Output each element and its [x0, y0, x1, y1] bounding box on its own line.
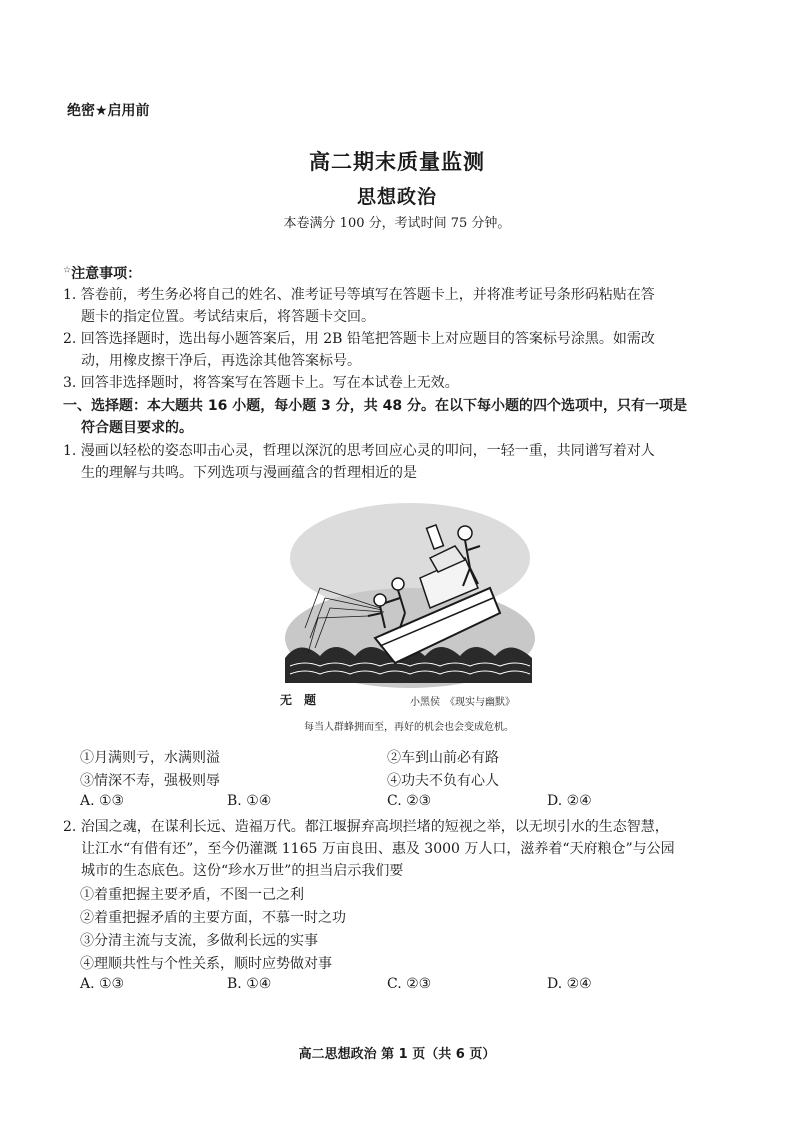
- notice-item-3: 3. 回答非选择题时，将答案写在答题卡上。写在本试卷上无效。: [63, 375, 459, 391]
- section-line1: 一、选择题：本大题共 16 小题，每小题 3 分，共 48 分。在以下每小题的四个选项中，只有一项是: [63, 398, 687, 414]
- q2-option-c[interactable]: C. ②③: [387, 976, 432, 992]
- notice-item-1: [63, 284, 735, 328]
- notice-mark: ☆: [63, 265, 72, 276]
- q1-option-c[interactable]: C. ②③: [387, 793, 432, 809]
- q2-option-d[interactable]: D. ②④: [547, 976, 592, 992]
- exam-subject: 思想政治: [356, 186, 437, 208]
- question-1-line1: 1. 漫画以轻松的姿态叩击心灵，哲理以深沉的思考回应心灵的叩问，一轻一重，共同谱写着对人: [63, 443, 655, 459]
- notice-item-2-line1: 2. 回答选择题时，选出每小题答案后，用 2B 铅笔把答题卡上对应题目的答案标号涂黑。如需改: [63, 331, 655, 347]
- q2-statement-3: ③分清主流与支流，多做利长远的实事: [80, 933, 318, 949]
- question-1-stem: [63, 440, 735, 484]
- question-1-line2: 生的理解与共鸣。下列选项与漫画蕴含的哲理相近的是: [81, 465, 417, 481]
- notice-item-2-line2: 动，用橡皮擦干净后，再选涂其他答案标号。: [81, 353, 361, 369]
- section-heading: [63, 395, 735, 439]
- section-line2: 符合题目要求的。: [81, 420, 193, 436]
- q1-statement-2: ②车到山前必有路: [387, 750, 499, 766]
- q1-statement-4: ④功夫不负有心人: [387, 773, 499, 789]
- q2-statement-4: ④理顺共性与个性关系，顺时应势做对事: [80, 956, 332, 972]
- q1-statement-1: ①月满则亏，水满则溢: [80, 750, 220, 766]
- notice-heading-text: 注意事项：: [71, 266, 142, 282]
- q2-statement-1: ①着重把握主要矛盾，不图一己之利: [80, 887, 304, 903]
- q1-statement-3: ③情深不寿，强极则辱: [80, 773, 220, 789]
- q1-option-b[interactable]: B. ①④: [227, 793, 272, 809]
- question-2-stem: [63, 816, 735, 882]
- page-footer: 高二思想政治 第 1 页（共 6 页）: [298, 1047, 496, 1062]
- notice-item-1-line1: 1. 答卷前，考生务必将自己的姓名、准考证号等填写在答题卡上，并将准考证号条形码粘贴在答: [63, 287, 655, 303]
- question-2-line1: 2. 治国之魂，在谋利长远、造福万代。都江堰摒弃高坝拦堵的短视之举，以无坝引水的生态智慧，: [63, 819, 669, 835]
- notice-item-2: [63, 328, 735, 372]
- notice-item-1-line2: 题卡的指定位置。考试结束后，将答题卡交回。: [81, 309, 375, 325]
- cartoon-caption: 每当人群蜂拥而至，再好的机会也会变成危机。: [304, 722, 514, 733]
- question-2-line3: 城市的生态底色。这份“珍水万世”的担当启示我们要: [81, 863, 404, 879]
- question-2-line2: 让江水“有借有还”，至今仍灌溉 1165 万亩良田、惠及 3000 万人口，滋养着“天府粮仓”与公园: [81, 841, 675, 857]
- confidential-mark: 绝密★启用前: [67, 103, 150, 119]
- q1-option-d[interactable]: D. ②④: [547, 793, 592, 809]
- exam-note: 本卷满分 100 分，考试时间 75 分钟。: [283, 216, 511, 231]
- q1-option-a[interactable]: A. ①③: [80, 793, 125, 809]
- cartoon-illustration: [280, 488, 538, 738]
- q2-option-b[interactable]: B. ①④: [227, 976, 272, 992]
- cartoon-title: 无 题: [280, 693, 317, 707]
- q2-option-a[interactable]: A. ①③: [80, 976, 125, 992]
- exam-title: 高二期末质量监测: [309, 150, 485, 174]
- q2-statement-2: ②着重把握矛盾的主要方面，不慕一时之功: [80, 910, 346, 926]
- cartoon-author: 小黑侯 《现实与幽默》: [410, 697, 515, 708]
- notice-heading: [63, 263, 141, 283]
